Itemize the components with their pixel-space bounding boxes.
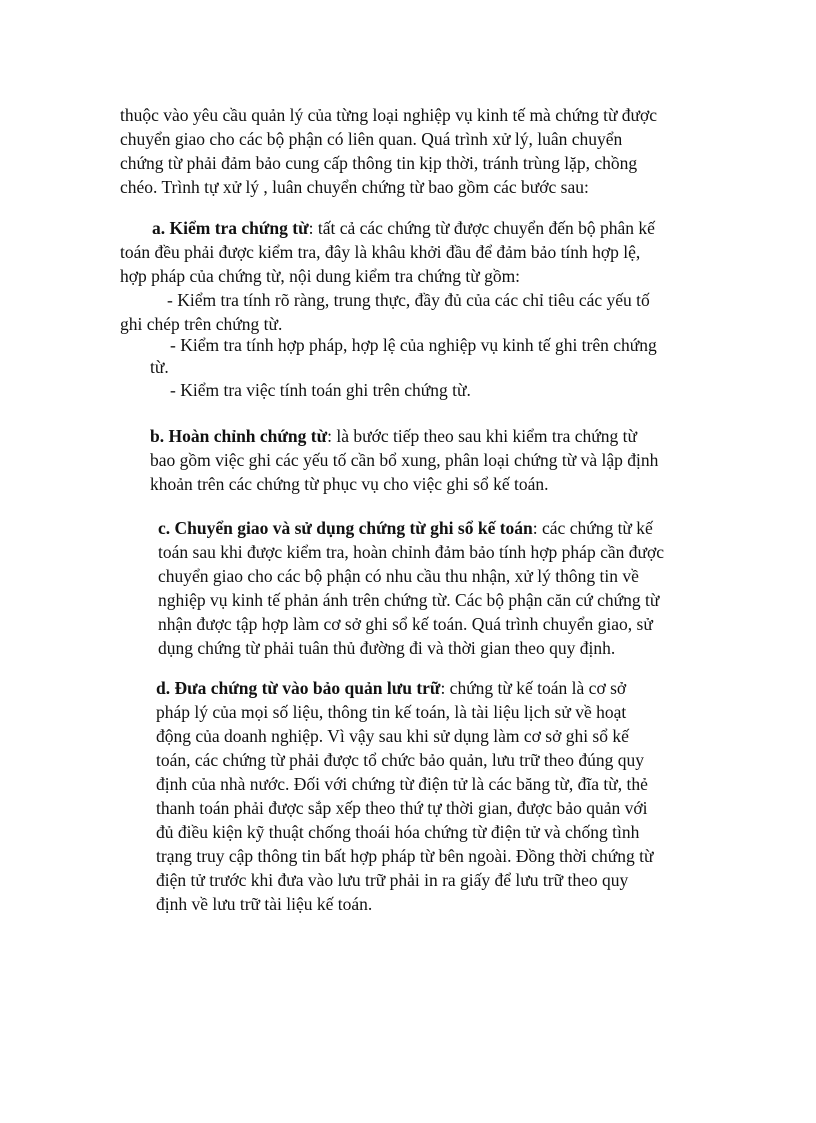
section-d-line-9: điện tử trước khi đưa vào lưu trữ phải in ra giấy để lưu trữ theo quy: [156, 870, 629, 890]
section-a-heading: a. Kiểm tra chứng từ: [152, 218, 309, 238]
section-b-heading: b. Hoàn chỉnh chứng từ: [150, 426, 328, 446]
section-b-line-3: khoản trên các chứng từ phục vụ cho việc ghi sổ kế toán.: [150, 474, 549, 494]
section-a-line-2: toán đều phải được kiểm tra, đây là khâu khởi đầu để đảm bảo tính hợp lệ,: [120, 242, 641, 262]
intro-line-1: thuộc vào yêu cầu quản lý của từng loại nghiệp vụ kinh tế mà chứng từ được: [120, 105, 658, 125]
section-d-line-6: thanh toán phải được sắp xếp theo thứ tự thời gian, được bảo quản với: [156, 798, 648, 818]
check-item-2-line-1: - Kiểm tra tính hợp pháp, hợp lệ của nghiệp vụ kinh tế ghi trên chứng: [170, 335, 657, 355]
section-c-line-4: nghiệp vụ kinh tế phản ánh trên chứng từ. Các bộ phận căn cứ chứng từ: [158, 590, 660, 610]
check-item-1-line-1: - Kiểm tra tính rõ ràng, trung thực, đầy đủ của các chỉ tiêu các yếu tố: [167, 290, 650, 310]
section-a-line-3: hợp pháp của chứng từ, nội dung kiểm tra chứng từ gồm:: [120, 266, 521, 286]
intro-line-2: chuyển giao cho các bộ phận có liên quan. Quá trình xử lý, luân chuyển: [120, 129, 623, 149]
section-d-line-10: định về lưu trữ tài liệu kế toán.: [156, 894, 373, 914]
section-c-heading: c. Chuyển giao và sử dụng chứng từ ghi sổ kế toán: [158, 518, 533, 538]
section-b-line-1-text: : là bước tiếp theo sau khi kiểm tra chứng từ: [327, 426, 637, 446]
section-c-line-3: chuyển giao cho các bộ phận có nhu cầu thu nhận, xử lý thông tin về: [158, 566, 639, 586]
check-item-2-line-2: từ.: [150, 357, 169, 377]
section-a-line-1: [152, 216, 655, 240]
section-d-line-5: định của nhà nước. Đối với chứng từ điện tử là các băng từ, đĩa từ, thẻ: [156, 774, 648, 794]
section-d-line-2: pháp lý của mọi số liệu, thông tin kế toán, là tài liệu lịch sử về hoạt: [156, 702, 627, 722]
section-c-line-1: [158, 516, 653, 540]
intro-line-3: chứng từ phải đảm bảo cung cấp thông tin kịp thời, tránh trùng lặp, chồng: [120, 153, 638, 173]
section-c-line-1-text: : các chứng từ kế: [532, 518, 653, 538]
section-c-line-6: dụng chứng từ phải tuân thủ đường đi và thời gian theo quy định.: [158, 638, 616, 658]
section-d-line-3: động của doanh nghiệp. Vì vậy sau khi sử dụng làm cơ sở ghi sổ kế: [156, 726, 629, 746]
section-d-line-4: toán, các chứng từ phải được tổ chức bảo quản, lưu trữ theo đúng quy: [156, 750, 644, 770]
section-d-line-1-text: : chứng từ kế toán là cơ sở: [440, 678, 627, 698]
section-d-line-1: [156, 676, 626, 700]
intro-line-4: chéo. Trình tự xử lý , luân chuyển chứng từ bao gồm các bước sau:: [120, 177, 589, 197]
section-c-line-5: nhận được tập hợp làm cơ sở ghi sổ kế toán. Quá trình chuyển giao, sử: [158, 614, 653, 634]
section-c-line-2: toán sau khi được kiểm tra, hoàn chỉnh đảm bảo tính hợp pháp cần được: [158, 542, 664, 562]
section-d-heading: d. Đưa chứng từ vào bảo quản lưu trữ: [156, 678, 441, 698]
check-item-1-line-2: ghi chép trên chứng từ.: [120, 314, 283, 334]
check-item-3-line-1: - Kiểm tra việc tính toán ghi trên chứng từ.: [170, 380, 471, 400]
section-d-line-7: đủ điều kiện kỹ thuật chống thoái hóa chứng từ điện tử và chống tình: [156, 822, 640, 842]
section-d-line-8: trạng truy cập thông tin bất hợp pháp từ bên ngoài. Đồng thời chứng từ: [156, 846, 654, 866]
section-b-line-2: bao gồm việc ghi các yếu tố cần bổ xung, phân loại chứng từ và lập định: [150, 450, 659, 470]
section-b-line-1: [150, 424, 637, 448]
section-a-line-1-text: : tất cả các chứng từ được chuyển đến bộ phân kế: [308, 218, 655, 238]
